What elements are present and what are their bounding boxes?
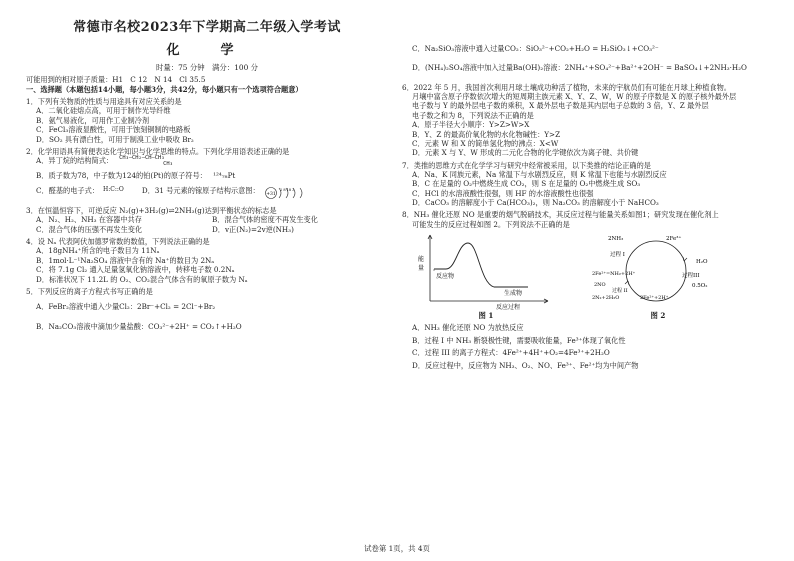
q5-option-b: B．Na₂CO₃溶液中滴加少量盐酸：CO₃²⁻+2H⁺ = CO₂↑+H₂O	[36, 321, 242, 331]
fig2-caption: 图 2	[650, 311, 666, 321]
q2-option-c-label: C．醛基的电子式：	[36, 185, 100, 195]
fig2-o2: 0.5O₂	[692, 283, 708, 290]
q2-stem: 2．化学用语具有简便表达化学知识与化学思维的特点。下列化学用语表述正确的是	[26, 146, 290, 156]
q6-stem-1: 6．2022 年 5 月，我国首次利用月球土壤成功种活了植物，未来的宇航员们有可能在月球上种植食物。	[402, 82, 731, 92]
fig2-cycle-arrow-2	[625, 281, 629, 285]
isobutane-chain: CH₃—CH₂—CH—CH₃	[119, 155, 165, 162]
q7-option-b: B．C 在足量的 O₂中燃烧生成 CO₂，则 S 在足量的 O₂中燃烧生成 SO₃	[412, 179, 641, 189]
fig2-step3: 过程III	[682, 273, 700, 280]
q1-option-b: B．氨气易液化，可用作工业制冷剂	[36, 115, 150, 125]
fig1-ylabel-2: 量	[418, 265, 425, 273]
fig1-energy-curve	[434, 243, 528, 287]
fig2-mid1: 2Fe²⁺=NH₂+2H⁺	[592, 271, 636, 278]
q6-stem-4: 电子数之和为 8，下列说法不正确的是	[412, 110, 534, 120]
shell-arc-4	[300, 188, 302, 198]
q4-stem: 4．设 Nₐ 代表阿伏加德罗常数的数值，下列说法正确的是	[26, 237, 210, 247]
fig1-products-label: 生成物	[504, 290, 523, 298]
figure-2-catalytic-cycle	[578, 231, 738, 313]
figure-1-energy-diagram	[416, 231, 556, 313]
q6-stem-2: 月壤中富含原子序数依次增大的短周期主族元素 X、Y、Z、W，W 的原子序数是 X 的原子核外最外层	[412, 92, 737, 102]
q3-option-a: A．N₂、H₂、NH₃ 在容器中共存	[36, 215, 142, 225]
q8-stem-2: 可能发生的反应过程如图 2。下列说法不正确的是	[412, 219, 570, 229]
q1-option-c: C．FeCl₃溶液显酸性，可用于蚀刻铜制的电路板	[36, 125, 191, 135]
q2-option-d-label: D．31 号元素的镓原子结构示意图：	[141, 185, 260, 195]
q6-stem-3: 电子数与 Y 的最外层电子数的乘积，X 最外层电子数是其内层电子总数的 3 倍，Y、Z 最外层	[412, 101, 709, 111]
pt-symbol: ¹²⁴₇₈Pt	[213, 170, 236, 180]
q3-option-d: D．v正(N₂)=2v逆(NH₃)	[212, 224, 294, 234]
q2-option-b	[26, 171, 388, 180]
exam-title: 常德市名校2023年下学期高二年级入学考试	[73, 20, 341, 35]
fig2-step2: 过程 II	[612, 288, 628, 295]
atomic-masses: 可能用到的相对原子质量：H1 C 12 N 14 Cl 35.5	[26, 75, 206, 85]
q2-option-a-label: A．异丁烷的结构简式：	[36, 156, 114, 166]
fig2-cycle-arrow-1	[683, 257, 687, 261]
q8-option-d: D．反应过程中，反应物为 NH₃、O₂、NO、Fe³⁺、Fe²⁺均为中间产物	[412, 360, 639, 370]
q8-figures	[416, 231, 764, 313]
gallium-atom-diagram	[263, 186, 307, 200]
shell-electron-counts: 2 8 18 3	[279, 187, 295, 192]
q6-option-c: C．元素 W 和 X 的简单氢化物的沸点：X<W	[412, 138, 559, 148]
exam-subject: 化 学	[166, 42, 248, 58]
q8-option-c: C．过程 III 的离子方程式：4Fe²⁺+4H⁺+O₂=4Fe³⁺+2H₂O	[412, 348, 610, 358]
isobutane-structure	[119, 156, 173, 167]
fig1-ylabel-1: 能	[418, 256, 425, 264]
section-title: 一、选择题（本题包括14小题，每小题3分，共42分，每小题只有一个选项符合题意）	[26, 84, 303, 94]
page-footer: 试卷第 1页，共 4页	[364, 544, 430, 553]
fig1-caption: 图 1	[478, 311, 494, 321]
q8-stem-1: 8．NH₃ 催化还原 NO 是重要的烟气脱硝技术，其反应过程与能量关系如图1；研究发现在催化剂上	[402, 210, 719, 220]
q3-option-b: B．混合气体的密度不再发生变化	[212, 215, 318, 225]
fig1-reactants-label: 反应物	[436, 273, 455, 281]
isobutane-branch: CH₃	[163, 160, 173, 167]
fig2-nh3: 2NH₃	[608, 236, 624, 243]
right-column	[402, 12, 764, 370]
q3-row-1	[26, 215, 388, 224]
q4-option-b: B．1mol·L⁻¹Na₂SO₄ 溶液中含有的 Na⁺的数目为 2Nₐ	[36, 255, 215, 265]
fig2-step1: 过程 I	[610, 252, 625, 259]
q4-option-a: A．18gNH₄⁺所含的电子数目为 11Nₐ	[36, 246, 160, 256]
q1-stem: 1．下列有关物质的性质与用途具有对应关系的是	[26, 97, 182, 107]
fig1-xlabel: 反应过程	[496, 304, 521, 312]
q2-option-b-label: B．质子数为78，中子数为124的铂(Pt)的原子符号：	[36, 170, 207, 180]
q7-stem: 7．类推的思维方式在化学学习与研究中经常被采用，以下类推的结论正确的是	[402, 160, 651, 170]
q7-option-a: A．Na、K 同族元素，Na 常温下与水剧烈反应，则 K 常温下也能与水剧烈反应	[412, 169, 667, 179]
q5-option-c: C．Na₂SiO₃溶液中通入过量CO₂：SiO₃²⁻+CO₂+H₂O = H₂SiO₃↓+CO₃²⁻	[412, 44, 659, 53]
q5-stem: 5．下列反应的离子方程式书写正确的是	[26, 286, 153, 296]
q6-option-b: B．Y、Z 的最高价氧化物的水化物碱性：Y>Z	[412, 129, 561, 139]
q3-row-2	[26, 225, 388, 234]
fig2-mid2: 2NO	[594, 282, 606, 289]
q8-option-a: A．NH₃ 催化还原 NO 为放热反应	[412, 323, 524, 333]
q2-option-a	[26, 156, 388, 167]
fig2-mid3: 2Fe²⁺+2H⁺	[640, 295, 669, 302]
q4-option-c: C．将 7.1g Cl₂ 通入足量氢氧化钠溶液中，转移电子数 0.2Nₐ	[36, 265, 235, 275]
left-column	[26, 12, 388, 331]
exam-meta: 时量：75 分钟 满分：100 分	[155, 62, 259, 72]
q3-stem: 3．在恒温恒容下，可逆反应 N₂(g)+3H₂(g)⇌2NH₃(g)达到平衡状态的标志是	[26, 205, 277, 215]
q3-option-c: C．混合气体的压强不再发生变化	[36, 224, 143, 234]
fig2-out1: 2N₂+2H₂O	[592, 295, 620, 302]
q6-option-a: A．原子半径大小顺序：Y>Z>W>X	[412, 120, 530, 130]
q1-option-a: A．二氧化硅熔点高，可用于制作光导纤维	[36, 106, 171, 116]
aldehyde-electron-formula: H:C::O	[103, 185, 124, 193]
q6-option-d: D．元素 X 与 Y、W 形成的二元化合物的化学键依次为离子键、共价键	[412, 148, 639, 158]
fig2-fe3-top: 2Fe³⁺	[666, 236, 682, 243]
q7-option-c: C．HCl 的水溶液酸性很强，则 HF 的水溶液酸性也很强	[412, 188, 594, 198]
q2-options-cd	[26, 186, 388, 200]
q7-option-d: D．CaCO₃ 的溶解度小于 Ca(HCO₃)₂，则 Na₂CO₃ 的溶解度小于 NaHCO₃	[412, 198, 659, 208]
q1-option-d: D．SO₂ 具有漂白性，可用于制溴工业中吸收 Br₂	[36, 134, 194, 144]
q5-option-a: A．FeBr₂溶液中通入少量Cl₂：2Br⁻+Cl₂ = 2Cl⁻+Br₂	[36, 302, 216, 312]
q8-option-b: B．过程 I 中 NH₃ 断裂极性键，需要吸收能量，Fe³⁺体现了氧化性	[412, 335, 626, 345]
q5-option-d: D．(NH₄)₂SO₄溶液中加入过量Ba(OH)₂溶液：2NH₄⁺+SO₄²⁻+Ba²⁺+2OH⁻ = BaSO₄↓+2NH₃·H₂O	[412, 63, 747, 73]
q8-figure-captions	[416, 311, 764, 320]
q4-option-d: D．标准状况下 11.2L 的 O₂、CO₂混合气体含有的氧原子数为 Nₐ	[36, 274, 248, 284]
fig2-h2o: H₂O	[696, 259, 708, 266]
gallium-nucleus-label: +31	[265, 191, 276, 197]
